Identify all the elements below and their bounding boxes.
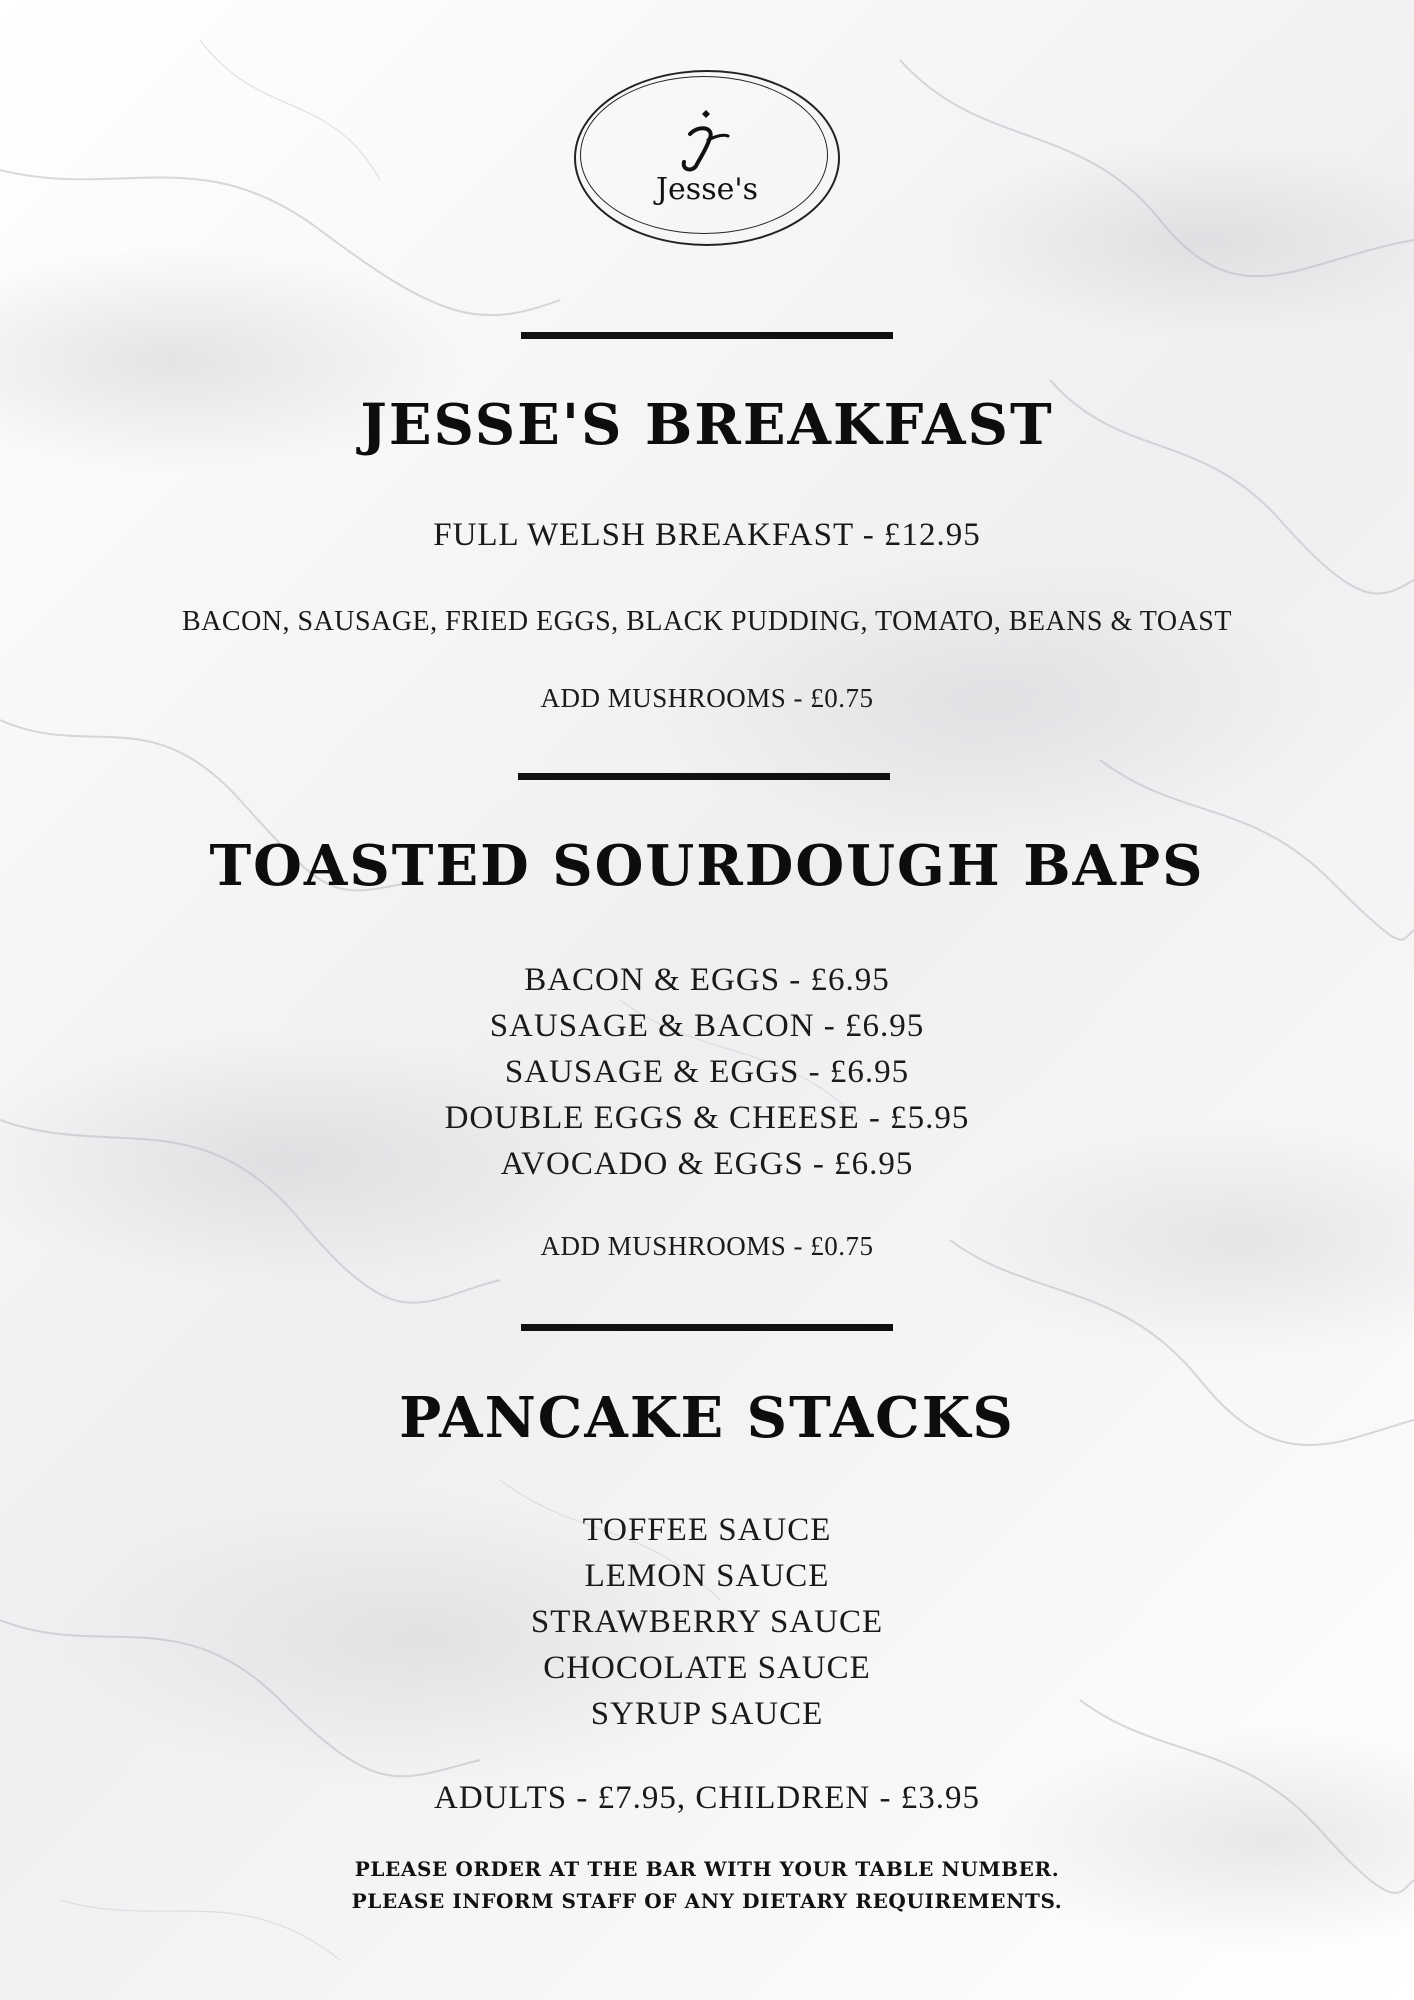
section-divider-pancakes	[521, 1324, 893, 1331]
list-item: SAUSAGE & EGGS - £6.95	[504, 1054, 910, 1090]
list-item: TOFFEE SAUCE	[582, 1512, 832, 1548]
logo-j-mark-icon	[670, 106, 740, 176]
list-item: DOUBLE EGGS & CHEESE - £5.95	[444, 1100, 970, 1136]
breakfast-item: FULL WELSH BREAKFAST - £12.95	[433, 517, 981, 553]
baps-list	[0, 957, 1414, 1187]
list-item: LEMON SAUCE	[584, 1558, 830, 1594]
list-item: CHOCOLATE SAUCE	[543, 1650, 871, 1686]
section-divider-breakfast	[521, 332, 893, 339]
list-item: AVOCADO & EGGS - £6.95	[500, 1146, 914, 1182]
list-item: BACON & EGGS - £6.95	[524, 962, 890, 998]
jesses-logo	[574, 70, 840, 246]
pancakes-title: PANCAKE STACKS	[399, 1385, 1015, 1451]
breakfast-addon: ADD MUSHROOMS - £0.75	[540, 683, 874, 713]
footer-line-order: PLEASE ORDER AT THE BAR WITH YOUR TABLE NUMBER.	[354, 1857, 1060, 1881]
baps-addon: ADD MUSHROOMS - £0.75	[540, 1231, 874, 1261]
baps-title: TOASTED SOURDOUGH BAPS	[209, 833, 1205, 899]
footer-notice	[0, 1853, 1414, 1917]
list-item: SYRUP SAUCE	[590, 1696, 824, 1732]
breakfast-title: JESSE'S BREAKFAST	[360, 392, 1054, 458]
logo-name: Jesse's	[656, 172, 758, 207]
footer-line-dietary: PLEASE INFORM STAFF OF ANY DIETARY REQUIREMENTS.	[351, 1889, 1063, 1913]
section-divider-baps	[518, 773, 890, 780]
pancakes-price: ADULTS - £7.95, CHILDREN - £3.95	[434, 1780, 980, 1816]
list-item: STRAWBERRY SAUCE	[530, 1604, 884, 1640]
list-item: SAUSAGE & BACON - £6.95	[489, 1008, 925, 1044]
breakfast-description: BACON, SAUSAGE, FRIED EGGS, BLACK PUDDING, TOMATO, BEANS & TOAST	[182, 606, 1232, 637]
pancakes-list	[0, 1507, 1414, 1737]
